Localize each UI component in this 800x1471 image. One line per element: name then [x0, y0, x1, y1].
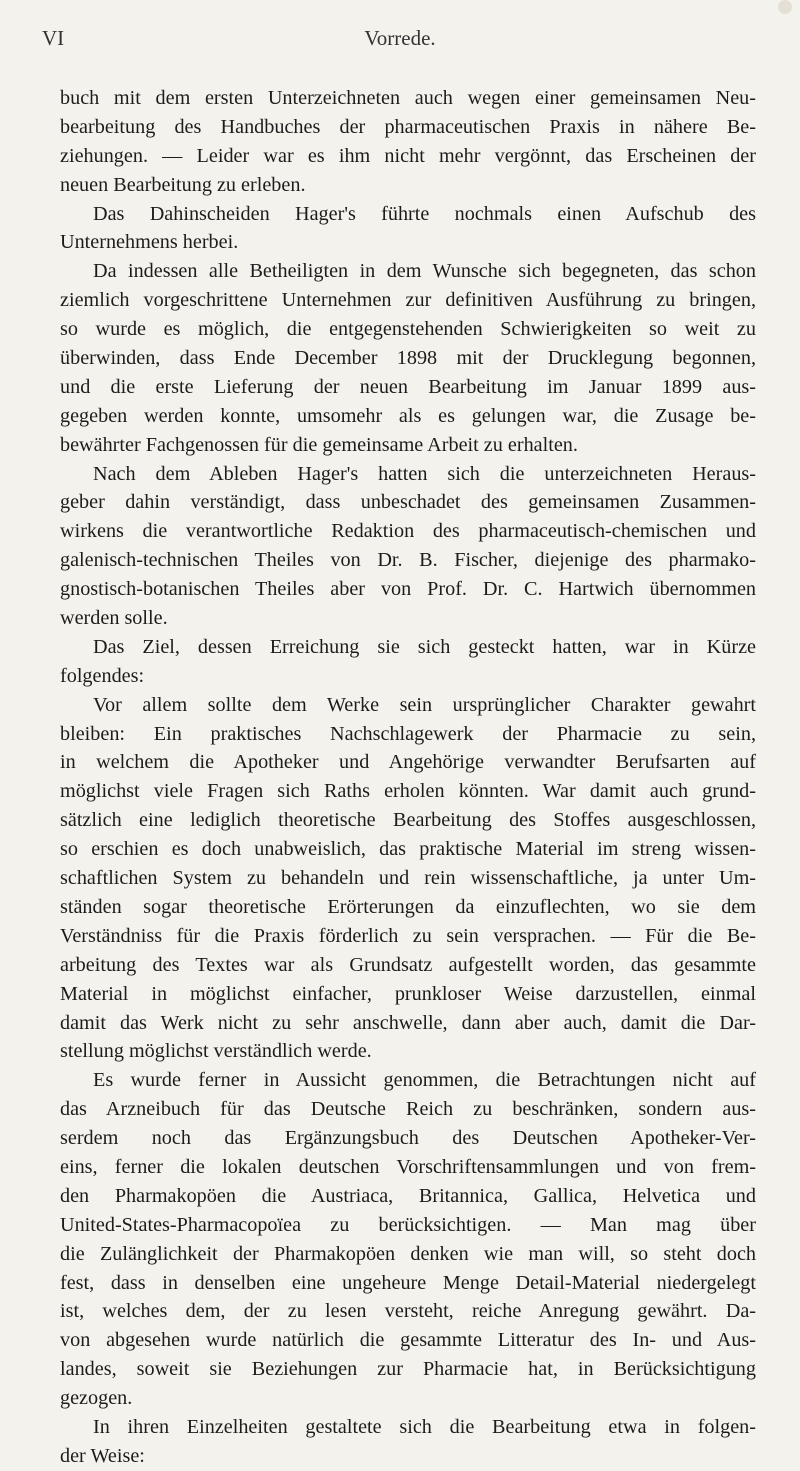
text-line: so wurde es möglich, die entgegenstehenden Schwierigkeiten so weit zu: [60, 318, 756, 341]
page-number: VI: [42, 26, 65, 50]
running-title: Vorrede.: [364, 26, 436, 50]
text-line: galenisch-technischen Theiles von Dr. B. Fischer, diejenige des pharmako-: [60, 549, 756, 572]
text-line: arbeitung des Textes war als Grundsatz aufgestellt worden, das gesammte: [60, 953, 756, 976]
text-line: in welchem die Apotheker und Angehörige verwandter Berufsarten auf: [60, 751, 756, 774]
text-line: stellung möglichst verständlich werde.: [60, 1040, 372, 1063]
text-line: United-States-Pharmacopoïea zu berücksichtigen. — Man mag über: [60, 1213, 756, 1236]
text-line: neuen Bearbeitung zu erleben.: [60, 173, 306, 196]
text-line: gezogen.: [60, 1387, 133, 1410]
text-line: eins, ferner die lokalen deutschen Vorschriftensammlungen und von frem-: [60, 1155, 756, 1178]
text-line: Das Dahinscheiden Hager's führte nochmals einen Aufschub des: [93, 202, 756, 225]
text-line: bleiben: Ein praktisches Nachschlagewerk der Pharmacie zu sein,: [60, 722, 756, 745]
text-line: werden solle.: [60, 607, 168, 630]
text-line: Nach dem Ableben Hager's hatten sich die unterzeichneten Heraus-: [93, 462, 756, 485]
text-line: Es wurde ferner in Aussicht genommen, die Betrachtungen nicht auf: [93, 1069, 756, 1092]
text-line: das Arzneibuch für das Deutsche Reich zu beschränken, sondern aus-: [60, 1098, 756, 1121]
text-line: Da indessen alle Betheiligten in dem Wunsche sich begegneten, das schon: [93, 260, 756, 283]
paper-mark: [778, 0, 792, 14]
text-line: ständen sogar theoretische Erörterungen da einzuflechten, wo sie dem: [60, 895, 756, 918]
text-line: geber dahin verständigt, dass unbeschadet des gemeinsamen Zusammen-: [60, 491, 756, 514]
text-line: der Weise:: [60, 1444, 145, 1467]
text-line: In ihren Einzelheiten gestaltete sich die Bearbeitung etwa in folgen-: [93, 1415, 756, 1438]
text-line: bearbeitung des Handbuches der pharmaceutischen Praxis in nähere Be-: [60, 115, 756, 138]
text-line: gegeben werden konnte, umsomehr als es gelungen war, die Zusage be-: [60, 404, 756, 427]
text-line: von abgesehen wurde natürlich die gesammte Litteratur des In- und Aus-: [60, 1329, 756, 1352]
text-line: landes, soweit sie Beziehungen zur Pharmacie hat, in Berücksichtigung: [60, 1358, 756, 1381]
page-header: [42, 26, 758, 56]
text-line: fest, dass in denselben eine ungeheure Menge Detail-Material niedergelegt: [60, 1271, 756, 1294]
text-line: Vor allem sollte dem Werke sein ursprünglicher Charakter gewahrt: [93, 693, 756, 716]
text-line: überwinden, dass Ende December 1898 mit der Drucklegung begonnen,: [60, 347, 756, 370]
text-line: bewährter Fachgenossen für die gemeinsame Arbeit zu erhalten.: [60, 433, 578, 456]
text-line: gnostisch-botanischen Theiles aber von Prof. Dr. C. Hartwich übernommen: [60, 578, 756, 601]
text-line: buch mit dem ersten Unterzeichneten auch wegen einer gemeinsamen Neu-: [60, 87, 756, 109]
text-line: sätzlich eine lediglich theoretische Bearbeitung des Stoffes ausgeschlossen,: [60, 809, 756, 832]
text-line: serdem noch das Ergänzungsbuch des Deutschen Apotheker-Ver-: [60, 1127, 756, 1150]
text-line: schaftlichen System zu behandeln und rein wissenschaftliche, ja unter Um-: [60, 867, 756, 890]
text-line: Material in möglichst einfacher, prunkloser Weise darzustellen, einmal: [60, 982, 756, 1005]
text-line: ziemlich vorgeschrittene Unternehmen zur definitiven Ausführung zu bringen,: [60, 289, 756, 312]
preface-body-text: [60, 84, 756, 1471]
text-line: wirkens die verantwortliche Redaktion des pharmaceutisch-chemischen und: [60, 520, 756, 543]
text-line: Unternehmens herbei.: [60, 231, 239, 254]
text-line: Verständniss für die Praxis förderlich zu sein versprachen. — Für die Be-: [60, 924, 756, 947]
text-line: so erschien es doch unabweislich, das praktische Material im streng wissen-: [60, 838, 756, 861]
text-line: ist, welches dem, der zu lesen versteht, reiche Anregung gewährt. Da-: [60, 1300, 756, 1323]
text-line: die Zulänglichkeit der Pharmakopöen denken wie man will, so steht doch: [60, 1242, 756, 1265]
text-line: und die erste Lieferung der neuen Bearbeitung im Januar 1899 aus-: [60, 375, 756, 398]
text-line: ziehungen. — Leider war es ihm nicht mehr vergönnt, das Erscheinen der: [60, 144, 756, 167]
text-line: möglichst viele Fragen sich Raths erholen könnten. War damit auch grund-: [60, 780, 756, 803]
text-line: folgendes:: [60, 664, 145, 687]
text-line: den Pharmakopöen die Austriaca, Britannica, Gallica, Helvetica und: [60, 1184, 756, 1207]
text-line: damit das Werk nicht zu sehr anschwelle, dann aber auch, damit die Dar-: [60, 1011, 756, 1034]
text-line: Das Ziel, dessen Erreichung sie sich gesteckt hatten, war in Kürze: [93, 635, 756, 658]
